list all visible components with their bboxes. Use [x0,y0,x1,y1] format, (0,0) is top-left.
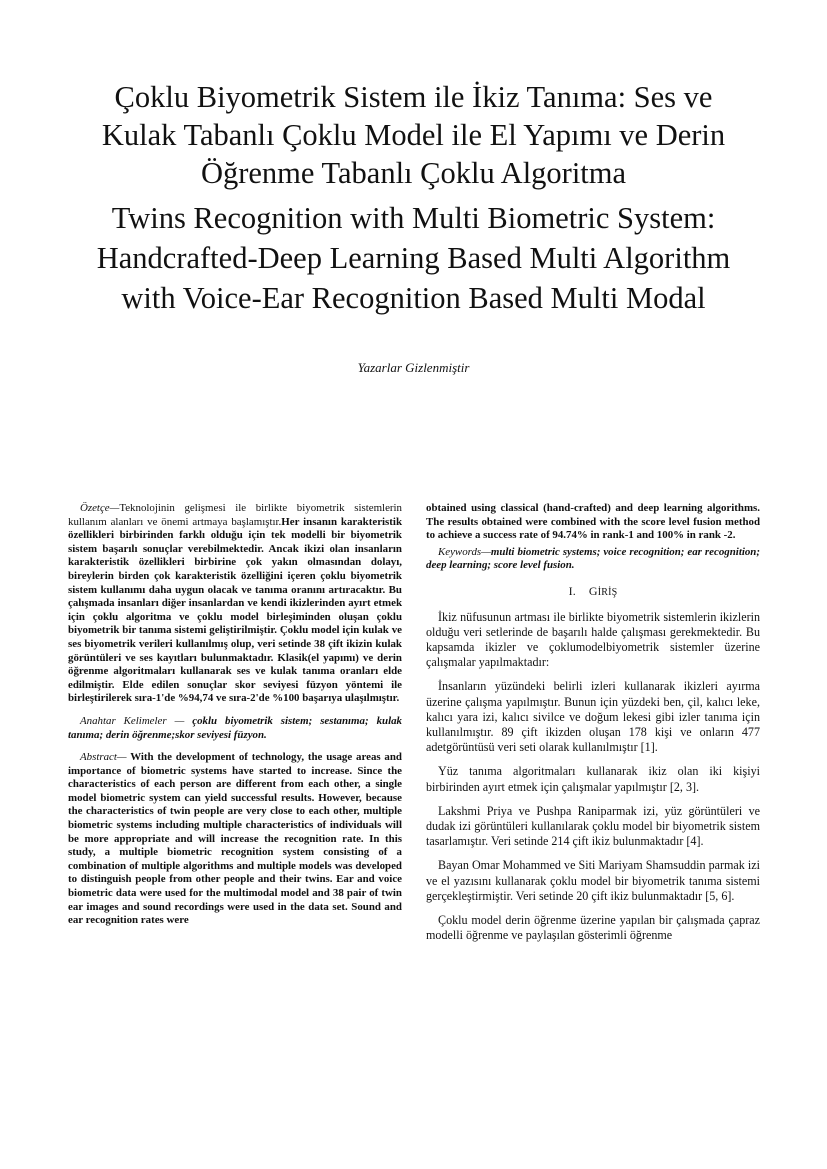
section-heading [426,585,760,600]
right-column [426,502,760,943]
title-en-line: Twins Recognition with Multi Biometric System: [111,201,716,235]
section-title-initial: G [588,583,598,598]
ozet-lead: Teknolojinin gelişmesi ile birlikte biyometrik sistemlerin kullanım alanları ve önemi artmaya başlamıştır. [68,502,402,528]
anahtar-label: Anahtar Kelimeler — [80,714,193,727]
title-en-line: Handcrafted-Deep Learning Based Multi Algorithm [96,241,731,275]
section-number: I. [568,583,576,598]
keywords-label: Keywords— [438,545,491,558]
abstract-paragraph [68,751,402,928]
abstract-text-left: With the development of technology, the usage areas and importance of biometric systems have started to increase. Since the characteristics of each person are different from each other, a single model biometric system can yield successful results. However, because the characteristics of twin people are very close to each other, multiple biometric systems including multiple characteristics of individuals will be more appropriate and will increase the recognition rate. In this study, a multiple biometric recognition system consisting of a combination of multiple algorithms and multiple models was developed to distinguish people from other people and their twins. Ear and voice biometric data were used for the multimodal model and 38 pair of twin ear images and sound recordings were used in the data set. Sound and ear recognition rates were [68,751,402,927]
intro-paragraph: İnsanların yüzündeki belirli izleri kullanarak ikizleri ayırma üzerine çalışma yapılmıştır. Bunun için yüzdeki ben, çil, kalıcı leke, kalıcı yara izi, kalıcı sivilce ve doğum lekesi gibi izler tanıma için kullanılmıştır. 89 çift ikizden oluşan 178 kişi ve onların 477 adetgörüntüsü veri seti olarak kullanılmıştır [1]. [426,679,760,755]
keywords-text: multi biometric systems; voice recognition; ear recognition; deep learning; score level fusion. [426,545,760,572]
keywords-paragraph [426,546,760,573]
title-tr-line: Kulak Tabanlı Çoklu Model ile El Yapımı ve Derin [101,118,726,152]
title-english [40,198,787,318]
ozet-body: Her insanın karakteristik özellikleri birbirinden farklı olduğu için tek modelli bir biyometrik sistem başarılı sonuçlar verebilmektedir. Ancak ikizi olan insanların karakteristik özellikleri birbirine çok yakın olmasından dolayı, bireylerin birden çok karakteristik özelliğini içeren çoklu biyometrik sistem kullanımı daha uygun olacak ve tanıma oranını artıracaktır. Bu çalışmada insanları diğer insanlardan ve kendi ikizlerinden ayırt etmek için çoklu algoritma ve çoklu model birleşiminden oluşan çoklu biyometrik bir tanıma sistemi geliştirilmiştir. Çoklu model için kulak ve ses biyometrik verileri kullanılmış olup, veri setinde 38 çift ikizin kulak görüntüleri ve ses kayıtları bulunmaktadır. Klasik(el yapımı) ve derin öğrenme algoritmaları kullanarak ses ve kulak tanıma oranları elde edilmiştir. Elde edilen sonuçlar skor seviyesi füzyon yöntemi ile birleştirilerek sıra-1'de %94,74 ve sıra-2'de %100 başarıya ulaşılmıştır. [68,515,403,705]
title-en-line: with Voice-Ear Recognition Based Multi Modal [121,281,706,315]
anahtar-text: çoklu biyometrik sistem; sestanıma; kulak tanıma; derin öğrenme;skor seviyesi füzyon. [68,714,402,741]
intro-paragraph: Lakshmi Priya ve Pushpa Raniparmak izi, yüz görüntüleri ve dudak izi görüntüleri kullanılarak çoklu model bir biyometrik sistem tasarlamıştır. Veri setinde 214 çift ikiz bulunmaktadır [4]. [426,803,760,849]
abstract-continued: obtained using classical (hand-crafted) and deep learning algorithms. The results obtained were combined with the score level fusion method to achieve a success rate of 94.74% in rank-1 and 100% in rank -2. [426,502,760,542]
ozet-paragraph [68,502,402,706]
section-title-rest: İRİŞ [597,586,618,598]
intro-paragraph: Çoklu model derin öğrenme üzerine yapılan bir çalışmada çapraz modelli öğrenme ve paylaşılan gösterimli öğrenme [426,913,760,943]
intro-paragraph: Bayan Omar Mohammed ve Siti Mariyam Shamsuddin parmak izi ve el yazısını kullanarak çoklu model bir biyometrik tanıma sistemi gerçekleştirmiştir. Veri setinde 20 çift ikiz bulunmaktadır [5, 6]. [426,858,760,903]
title-tr-line: Öğrenme Tabanlı Çoklu Algoritma [200,156,627,190]
authors: Yazarlar Gizlenmiştir [357,360,470,375]
title-tr-line: Çoklu Biyometrik Sistem ile İkiz Tanıma: Ses ve [114,80,713,114]
ozet-label: Özetçe— [80,502,120,514]
intro-paragraph: İkiz nüfusunun artması ile birlikte biyometrik sistemlerin ikizlerin olduğu veri setlerinde de başarılı halde çalışması gerekmektedir. Bu kapsamda ikizler ve çoklumodelbiyometrik sistemler üzerine çalışmalar yapılmaktadır: [426,609,760,670]
abstract-label: Abstract— [80,751,127,764]
intro-paragraph: Yüz tanıma algoritmaları kullanarak ikiz olan iki kişiyi birbirinden ayırt etmek için çalışmalar yapılmıştır [2, 3]. [426,764,760,794]
left-column [68,502,402,928]
title-turkish [40,78,787,192]
anahtar-paragraph [68,715,402,742]
